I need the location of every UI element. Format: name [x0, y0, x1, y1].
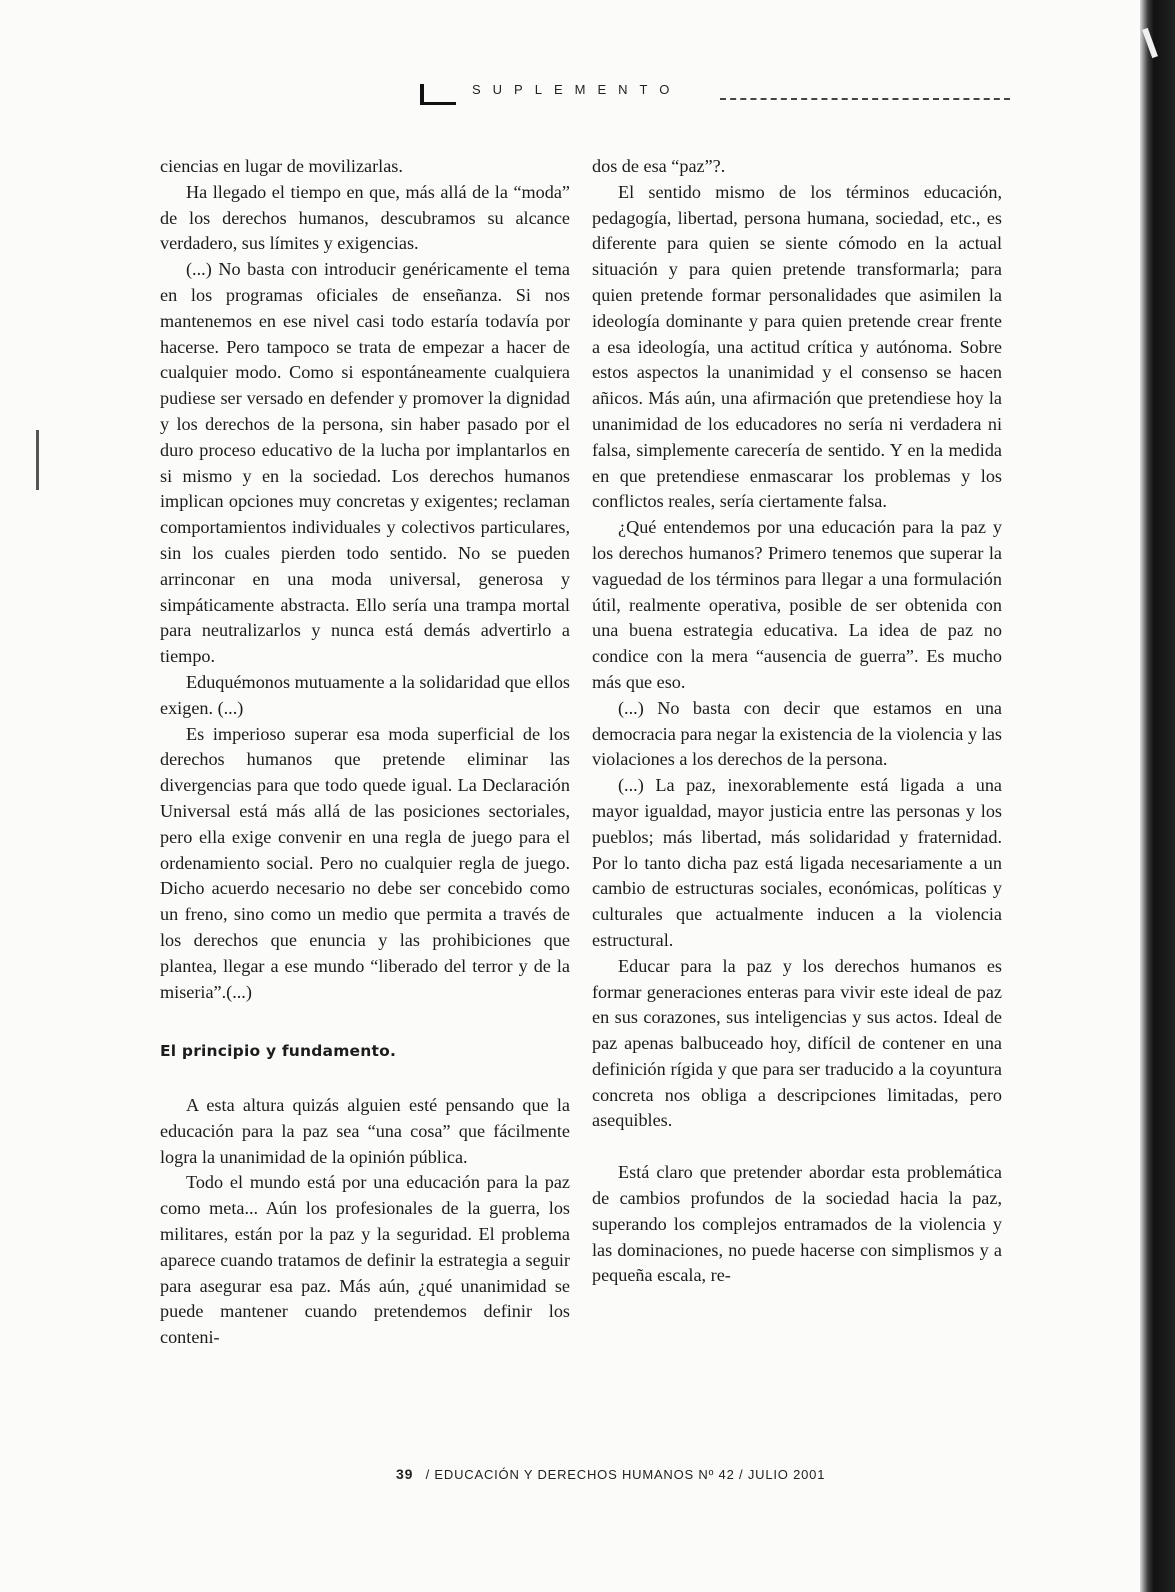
page-footer — [396, 1466, 825, 1482]
left-column — [160, 154, 570, 1351]
paragraph: Todo el mundo está por una educación para la paz como meta... Aún los profesionales de la guerra, los militares, están por la paz y la seguridad. El problema aparece cuando tratamos de definir la estrategia a seguir para asegurar esa paz. Más aún, ¿qué unanimidad se puede mantener cuando pretendemos definir los conteni- — [160, 1172, 570, 1348]
paragraph: dos de esa “paz”?. — [592, 156, 726, 176]
header-title: SUPLEMENTO — [472, 82, 682, 97]
paragraph: Eduquémonos mutuamente a la solidaridad que ellos exigen. (...) — [160, 671, 570, 718]
page-header — [420, 82, 1010, 108]
header-corner-mark — [420, 84, 424, 104]
paragraph: Es imperioso superar esa moda superficial de los derechos humanos que pretende eliminar las divergencias para que todo quede igual. La Declaración Universal está más allá de las posiciones sectoriales, pero ella exige convenir en una regla de juego para el ordenamiento social. Pero no cualquier regla de juego. Dicho acuerdo necesario no debe ser concebido como un freno, sino como un medio que permita a través de los derechos que enuncia y las prohibiciones que plantea, llegar a ese mundo “liberado del terror y de la miseria”.(...) — [160, 723, 570, 1002]
paragraph: ciencias en lugar de movilizarlas. — [160, 156, 403, 176]
paragraph: (...) No basta con introducir genéricamente el tema en los programas oficiales de enseñanza. Si nos mantenemos en ese nivel casi todo estaría todavía por hacerse. Pero tampoco se trata de empezar a hacer de cualquier modo. Como si espontáneamente cualquiera pudiese ser versado en defender y promover la dignidad y los derechos de la persona, sin haber pasado por el duro proceso educativo de la lucha por implantarlos en si mismo y en la sociedad. Los derechos humanos implican opciones muy concretas y exigentes; reclaman comportamientos individuales y colectivos particulares, sin los cuales pierden todo sentido. No se pueden arrinconar en una moda universal, generosa y simpáticamente abstracta. Ello sería una trampa mortal para neutralizarlos y nunca está demás advertirlo a tiempo. — [160, 259, 570, 667]
page-edge-mark — [36, 430, 39, 490]
book-spine-shadow — [1140, 0, 1175, 1592]
header-rule — [720, 98, 1010, 100]
paragraph: ¿Qué entendemos por una educación para la paz y los derechos humanos? Primero tenemos que superar la vaguedad de los términos para llegar a una formulación útil, realmente operativa, posible de ser obtenida con una buena estrategia educativa. La idea de paz no condice con la mera “ausencia de guerra”. Es mucho más que eso. — [592, 517, 1002, 692]
page-number: 39 — [396, 1466, 414, 1482]
paragraph: Está claro que pretender abordar esta problemática de cambios profundos de la sociedad hacia la paz, superando los complejos entramados de la violencia y las dominaciones, no puede hacerse con simplismos y a pequeña escala, re- — [592, 1162, 1002, 1286]
right-column — [592, 154, 1002, 1289]
paragraph: El sentido mismo de los términos educación, pedagogía, libertad, persona humana, sociedad, etc., es diferente para quien se siente cómodo en la actual situación y para quien pretende transformarla; para quien pretende formar personalidades que asimilen la ideología dominante y para quien pretende crear frente a esa ideología, una actitud crítica y autónoma. Sobre estos aspectos la unanimidad y el consenso se hacen añicos. Más aún, una afirmación que pretendiese hoy la unanimidad de los educadores no sería ni verdadera ni falsa, simplemente carecería de sentido. Y en la medida en que pretendiese enmascarar los problemas y los conflictos reales, sería ciertamente falsa. — [592, 181, 1002, 512]
section-heading: El principio y fundamento. — [160, 1042, 397, 1061]
paragraph: Educar para la paz y los derechos humanos es formar generaciones enteras para vivir este ideal de paz en sus corazones, sus inteligencias y sus actos. Ideal de paz apenas balbuceado hoy, difícil de contener en una definición rígida y que para ser traducido a la coyuntura concreta nos obliga a descripciones limitadas, pero asequibles. — [592, 955, 1002, 1131]
paragraph: Ha llegado el tiempo en que, más allá de la “moda” de los derechos humanos, descubramos su alcance verdadero, sus límites y exigencias. — [160, 181, 570, 254]
paragraph: A esta altura quizás alguien esté pensando que la educación para la paz sea “una cosa” que fácilmente logra la unanimidad de la opinión pública. — [160, 1095, 570, 1167]
spine-mark — [1142, 28, 1158, 58]
paragraph: (...) No basta con decir que estamos en una democracia para negar la existencia de la violencia y las violaciones a los derechos de la persona. — [592, 697, 1002, 770]
header-corner-base — [420, 102, 456, 105]
paragraph: (...) La paz, inexorablemente está ligada a una mayor igualdad, mayor justicia entre las personas y los pueblos; más libertad, más solidaridad y fraternidad. Por lo tanto dicha paz está ligada necesariamente a un cambio de estructuras sociales, económicas, políticas y culturales que actualmente inducen a la violencia estructural. — [592, 775, 1002, 950]
publication-info: / EDUCACIÓN Y DERECHOS HUMANOS Nº 42 / JULIO 2001 — [425, 1467, 826, 1482]
